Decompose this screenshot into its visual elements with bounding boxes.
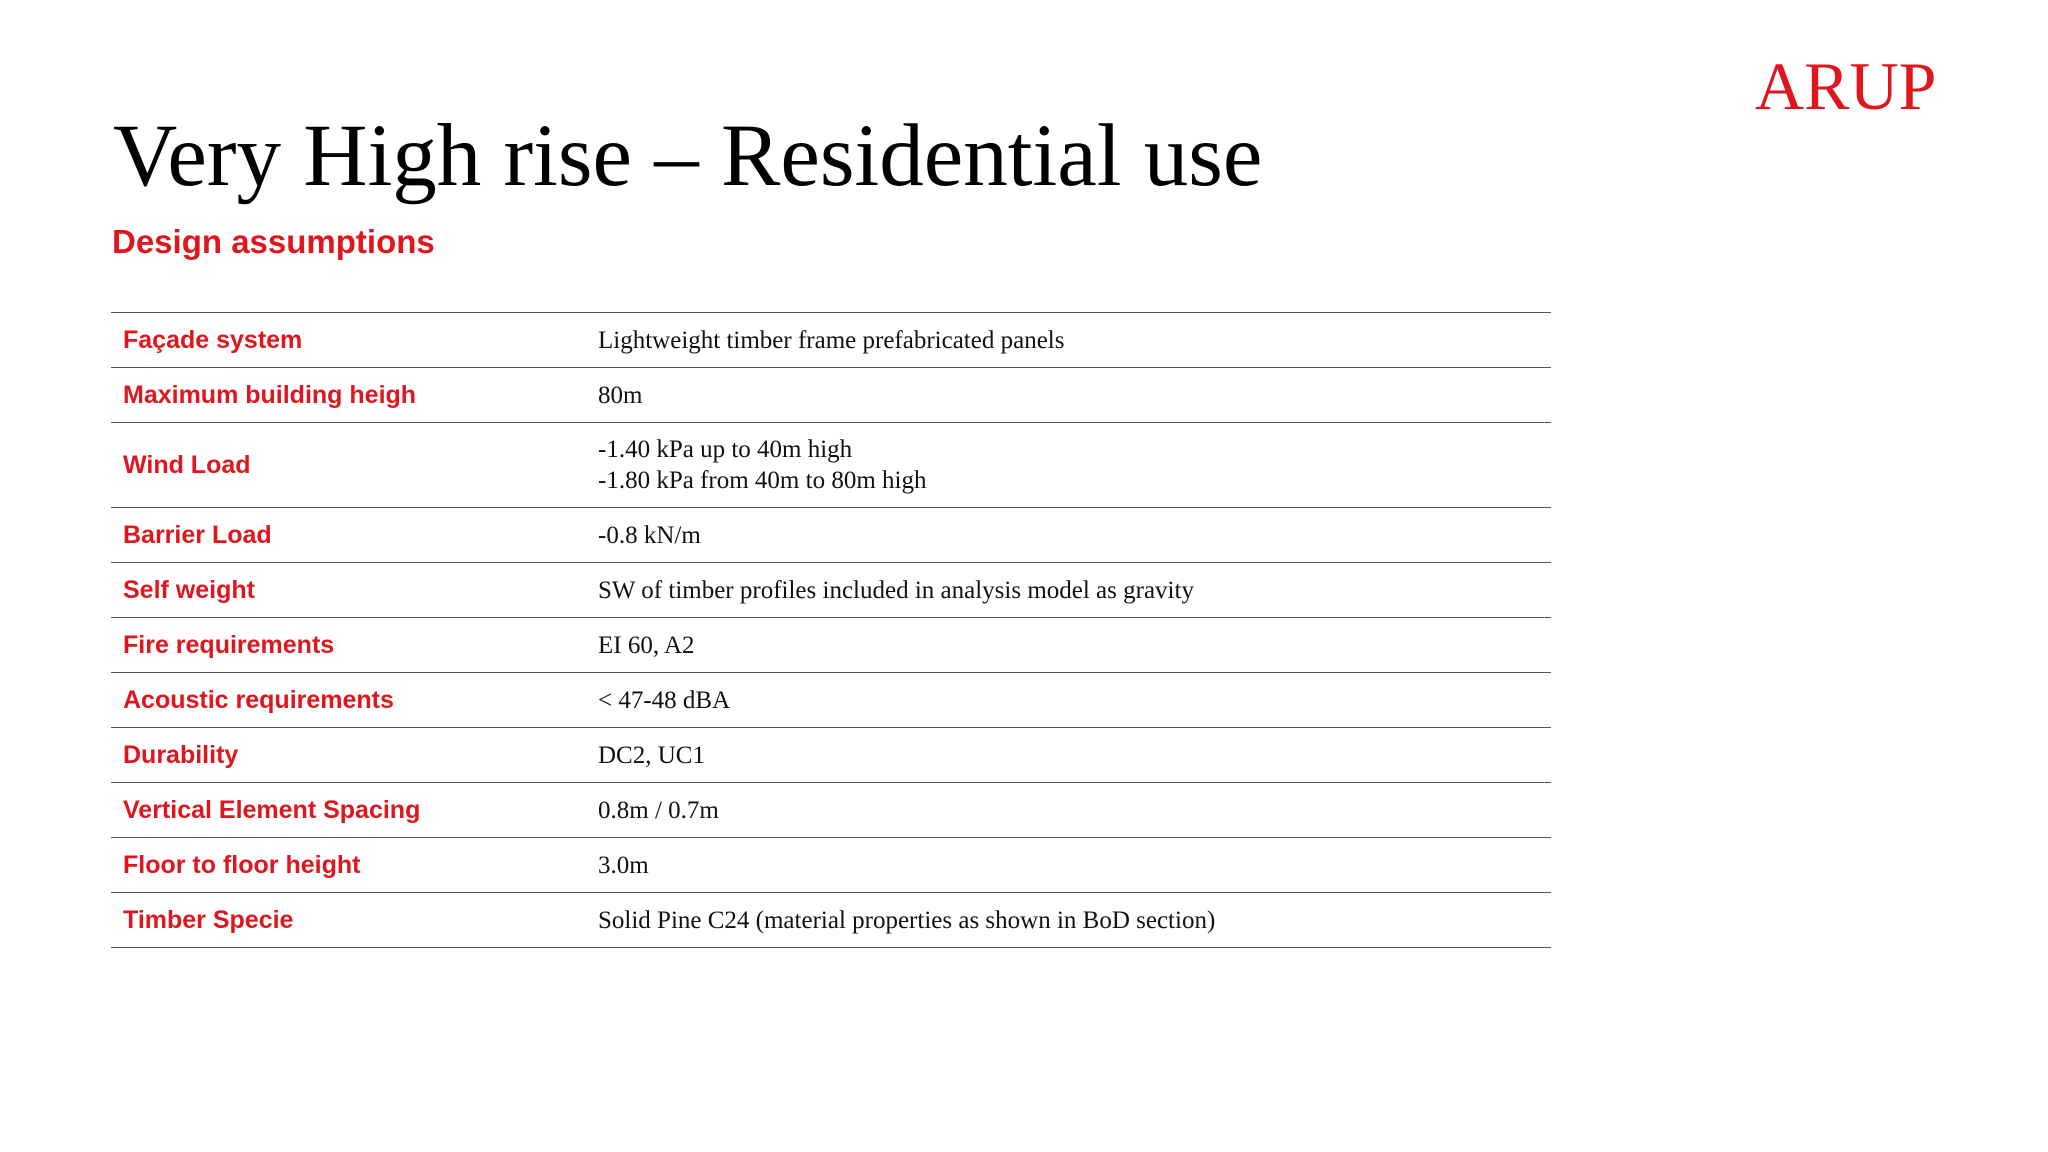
value-line: DC2, UC1 bbox=[598, 741, 705, 769]
table-row bbox=[111, 508, 1551, 563]
value-line: Lightweight timber frame prefabricated panels bbox=[598, 326, 1065, 354]
arup-logo: ARUP bbox=[1755, 48, 1937, 124]
row-value bbox=[598, 728, 1551, 783]
row-label: Floor to floor height bbox=[123, 850, 361, 879]
row-label: Timber Specie bbox=[123, 905, 294, 934]
table-row bbox=[111, 313, 1551, 368]
table-row bbox=[111, 838, 1551, 893]
row-value bbox=[598, 783, 1551, 838]
row-value bbox=[598, 423, 1551, 508]
row-label: Barrier Load bbox=[123, 520, 272, 549]
table-row bbox=[111, 618, 1551, 673]
row-value bbox=[598, 618, 1551, 673]
table-row bbox=[111, 563, 1551, 618]
value-line: -1.40 kPa up to 40m high bbox=[598, 436, 853, 463]
value-line: EI 60, A2 bbox=[598, 631, 695, 659]
page-title: Very High rise – Residential use bbox=[113, 107, 1263, 205]
row-label: Wind Load bbox=[123, 450, 251, 479]
design-assumptions-table bbox=[111, 312, 1551, 948]
value-line: Solid Pine C24 (material properties as shown in BoD section) bbox=[598, 906, 1216, 934]
section-subtitle: Design assumptions bbox=[112, 223, 435, 260]
row-label: Self weight bbox=[123, 575, 255, 604]
row-label: Fire requirements bbox=[123, 630, 335, 659]
row-value bbox=[598, 368, 1551, 423]
row-value bbox=[598, 893, 1551, 948]
table-row bbox=[111, 783, 1551, 838]
value-line: 0.8m / 0.7m bbox=[598, 796, 719, 824]
table-row bbox=[111, 728, 1551, 783]
row-label: Façade system bbox=[123, 325, 303, 354]
row-value bbox=[598, 673, 1551, 728]
value-line: -1.80 kPa from 40m to 80m high bbox=[598, 467, 927, 494]
row-label: Durability bbox=[123, 740, 239, 769]
row-label: Acoustic requirements bbox=[123, 685, 394, 714]
row-label: Vertical Element Spacing bbox=[123, 795, 421, 824]
table-row bbox=[111, 893, 1551, 948]
row-value bbox=[598, 313, 1551, 368]
value-line: < 47-48 dBA bbox=[598, 686, 731, 714]
value-line: -0.8 kN/m bbox=[598, 521, 701, 549]
row-value bbox=[598, 838, 1551, 893]
row-value bbox=[598, 508, 1551, 563]
value-line: 80m bbox=[598, 381, 643, 409]
value-line: 3.0m bbox=[598, 851, 649, 879]
table-row bbox=[111, 673, 1551, 728]
value-line: SW of timber profiles included in analysis model as gravity bbox=[598, 576, 1194, 604]
table-row bbox=[111, 423, 1551, 508]
table-row bbox=[111, 368, 1551, 423]
row-value bbox=[598, 563, 1551, 618]
row-label: Maximum building heigh bbox=[123, 380, 417, 409]
